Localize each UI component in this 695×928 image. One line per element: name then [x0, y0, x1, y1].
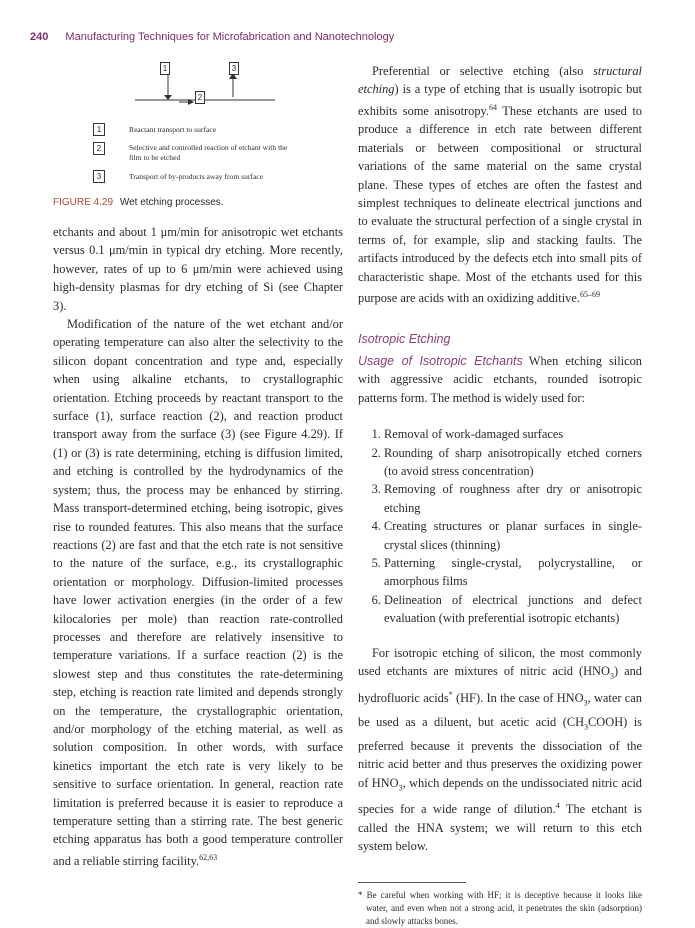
- footnote-marker: *: [448, 689, 453, 699]
- subscript: 3: [584, 722, 589, 732]
- text-run: , water can be used as a diluent, but acetic acid (CH: [358, 691, 642, 729]
- reference-superscript: 65–69: [579, 290, 600, 299]
- legend-text: Selective and controlled reaction of etchant with the film to be etched: [129, 143, 288, 162]
- paragraph: [358, 62, 642, 308]
- diagram-label-2: 2: [195, 91, 205, 104]
- section-heading: Isotropic Etching: [358, 331, 451, 346]
- text-run: The etchant is called the HNA system; we will return to this etch system below.: [358, 802, 643, 854]
- paragraph: etchants and about 1 μm/min for anisotropic wet etchants versus 0.1 μm/min in typical dry etching. More recently, however, rates of up to 6 μm/min were achieved using high-density plasmas for dry etching of Si (see Chapter 3).: [53, 225, 343, 313]
- paragraph-text: When etching silicon with aggressive acidic etchants, rounded isotropic patterns form. The method is widely used for:: [358, 353, 642, 405]
- text-run: (HF). In the case of HNO: [452, 691, 584, 706]
- paragraph: [53, 315, 343, 870]
- text-run: These etchants are used to produce a difference in etch rate between different materials or between compositional or structural variations of the same material on the same crystal plane. These types of etches are often the fastest and simplest techniques to delineate electrical junctions and to evaluate the structural perfection of a single crystal in terms of, for example, slip and stacking faults. The artifacts introduced by the defects etch into small pits of characteristic shape. Most of the etchants used for this purpose are acids with an oxidizing additive.: [358, 103, 643, 306]
- subscript: 3: [609, 671, 614, 681]
- page-number: 240: [30, 31, 49, 43]
- list-item: 6. Delineation of electrical junctions and defect evaluation (with preferential isotropic etchants): [384, 591, 642, 628]
- footnote-rule: [358, 882, 466, 883]
- legend-text: Reactant transport to surface: [129, 125, 217, 134]
- list-item: 1. Removal of work-damaged surfaces: [384, 425, 642, 443]
- text-run: Preferential or selective etching (also: [372, 64, 594, 78]
- legend-number-box: 2: [93, 142, 105, 155]
- subscript: 3: [583, 698, 588, 708]
- text-run: ) is a type of etching that is usually isotropic but exhibits some anisotropy.: [358, 82, 642, 118]
- usage-list: [358, 425, 642, 627]
- paragraph: [358, 644, 642, 856]
- etching-diagram: [53, 60, 353, 120]
- list-item: 4. Creating structures or planar surfaces in single-crystal slices (thinning): [384, 517, 642, 554]
- left-column: [53, 223, 343, 870]
- reference-superscript: 4: [555, 801, 560, 811]
- paragraph-text: Modification of the nature of the wet etchant and/or operating temperature can also alter the selectivity to the silicon dopant concentration and type and, especially when using alkaline etchants, to crystallographic orientation. Etching proceeds by reactant transport to the surface (1), surface reaction (2), and reaction product transport away from the surface (3) (see Figure 4.29). If (1) or (3) is rate determining, etching is diffusion limited, and etching is controlled by the hydrodynamics of the system; thus, the process may be enhanced by stirring. Mass transport-determined etching, being isotropic, gives rise to rounded features. This also means that the surface reactions (2) are fast and that the etch rate is not sensitive to the nature of the surface, e.g., its crystallographic orientation or morphology. Diffusion-limited processes have lower activation energies (in the order of a few kilocalories per mole) than reaction rate-controlled processes and therefore are relatively insensitive to temperature variations. If a surface reaction (2) is the slowest step and thus constitutes the rate-determining step, etching is reaction rate limited and depends strongly on the temperature, the crystallographic orientation, and/or morphology of the etching material, as well as solution composition. In other words, with surface kinetics important the etch rate is very likely to be sensitive to surface orientation. In general, reaction rate limitation is preferred because it is easier to reproduce a temperature setting than a stirring rate. The best generic etching apparatus has both a good temperature controller and a reliable stirring facility.: [53, 317, 343, 868]
- list-item: 5. Patterning single-crystal, polycrystalline, or amorphous films: [384, 554, 642, 591]
- text-run: COOH) is preferred because it prevents the dissociation of the nitric acid better and thus preserves the oxidizing power of HNO: [358, 714, 642, 790]
- figure-wet-etching: [53, 60, 353, 220]
- text-run: , which depends on the undissociated nitric acid species for a wide range of dilution.: [358, 775, 642, 817]
- legend-number-box: 1: [93, 123, 105, 136]
- figure-caption-label: FIGURE 4.29: [53, 197, 114, 208]
- text-run: For isotropic etching of silicon, the most commonly used etchants are mixtures of nitric acid (HNO: [358, 645, 642, 679]
- italic-term: structural etching: [358, 64, 642, 97]
- list-item: 3. Removing of roughness after dry or anisotropic etching: [384, 480, 642, 517]
- diagram-label-3: 3: [229, 62, 239, 75]
- legend-number-box: 3: [93, 170, 105, 183]
- legend-text: Transport of by-products away from surface: [129, 172, 264, 181]
- diagram-label-1: 1: [160, 62, 170, 75]
- figure-caption-text: Wet etching processes.: [119, 197, 224, 208]
- reference-superscript: 62,63: [199, 852, 218, 862]
- figure-caption: [53, 197, 224, 208]
- book-title: Manufacturing Techniques for Microfabrication and Nanotechnology: [65, 31, 395, 43]
- subscript: 3: [398, 783, 403, 793]
- text-run: ) and hydrofluoric acids: [358, 664, 642, 706]
- running-header: [30, 31, 394, 43]
- subsection-heading: Usage of Isotropic Etchants: [358, 353, 523, 368]
- right-column: [358, 62, 642, 928]
- reference-superscript: 64: [489, 102, 498, 112]
- list-item: 2. Rounding of sharp anisotropically etched corners (to avoid stress concentration): [384, 444, 642, 481]
- footnote: * Be careful when working with HF; it is deceptive because it looks like water, and even when not a strong acid, it penetrates the skin (adsorption) and slowly attacks bones.: [358, 889, 642, 926]
- paragraph: [358, 352, 642, 407]
